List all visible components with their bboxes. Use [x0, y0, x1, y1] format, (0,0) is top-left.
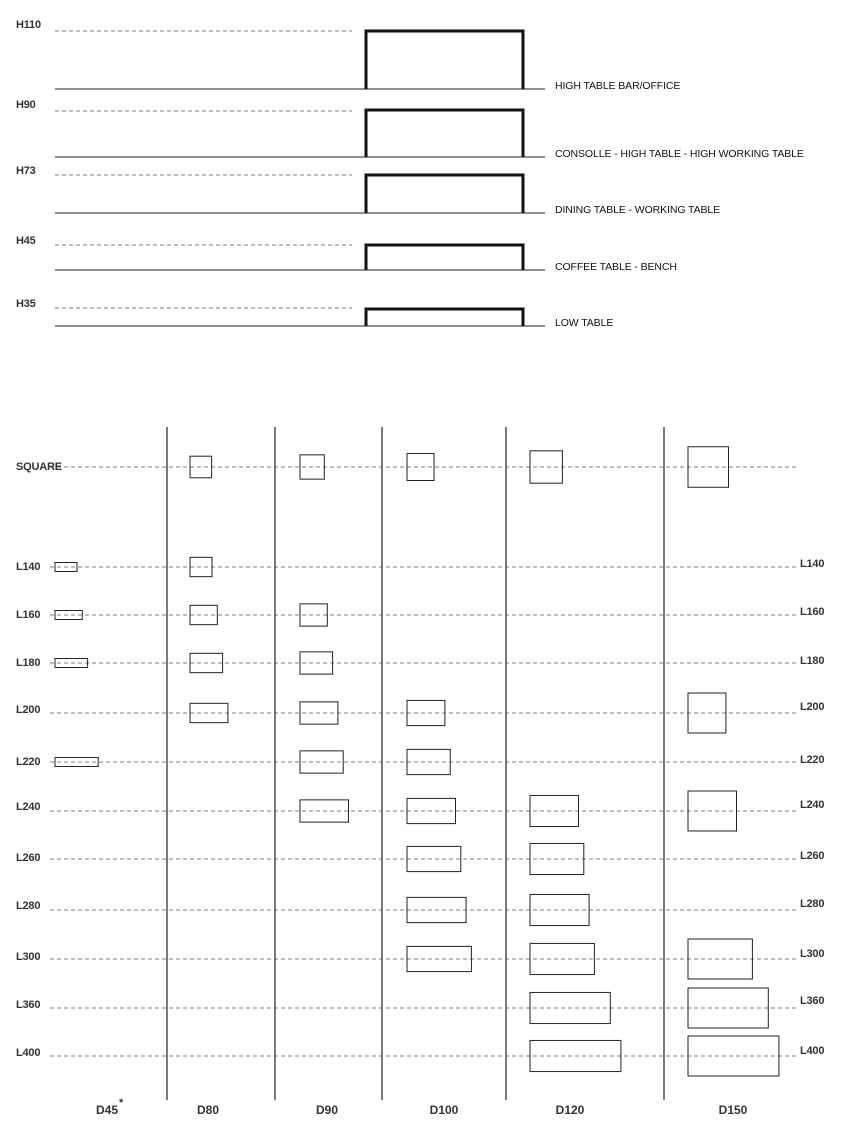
row-label: L200	[16, 704, 41, 716]
height-profiles	[16, 19, 804, 329]
height-profile	[16, 165, 720, 216]
row-label-right: L160	[800, 606, 825, 618]
table-profile	[366, 110, 523, 157]
table-profile	[366, 31, 523, 89]
row-label: L220	[16, 756, 41, 768]
row-label-right: L400	[800, 1045, 825, 1057]
height-label: H35	[16, 298, 36, 310]
height-label: H90	[16, 99, 36, 111]
table-size-rect	[688, 693, 726, 733]
row-label: L360	[16, 999, 41, 1011]
height-label: H73	[16, 165, 36, 177]
height-caption: CONSOLLE - HIGH TABLE - HIGH WORKING TABLE	[555, 148, 804, 160]
row-label-right: L360	[800, 995, 825, 1007]
height-profile	[16, 298, 613, 329]
height-caption: DINING TABLE - WORKING TABLE	[555, 204, 721, 216]
row-label-right: L200	[800, 701, 825, 713]
column-label: D90	[315, 1103, 339, 1117]
table-size-rect	[300, 751, 343, 773]
row-label-right: L280	[800, 898, 825, 910]
table-profile	[366, 245, 523, 270]
row-label: L400	[16, 1047, 41, 1059]
row-label-right: L180	[800, 655, 825, 667]
row-label: L140	[16, 561, 41, 573]
table-size-rect	[55, 758, 98, 767]
column-label: D80	[196, 1103, 220, 1117]
height-profile	[16, 99, 804, 160]
height-profile	[16, 235, 677, 273]
row-label-right: L220	[800, 754, 825, 766]
height-label: H45	[16, 235, 36, 247]
column-label: D120	[555, 1103, 585, 1117]
column-label: D45	[95, 1103, 119, 1117]
size-grid	[16, 427, 824, 1117]
height-caption: COFFEE TABLE - BENCH	[555, 261, 677, 273]
row-label-right: L240	[800, 799, 825, 811]
table-profile	[366, 309, 523, 326]
height-caption: HIGH TABLE BAR/OFFICE	[555, 80, 681, 92]
column-label: D150	[718, 1103, 748, 1117]
table-size-rect	[407, 700, 445, 725]
row-label-right: L300	[800, 948, 825, 960]
footnote-mark: *	[119, 1097, 124, 1109]
table-profile	[366, 175, 523, 213]
height-label: H110	[16, 19, 41, 31]
table-size-rect	[530, 894, 589, 925]
table-size-rect	[688, 988, 768, 1028]
row-label-right: L260	[800, 850, 825, 862]
row-label: SQUARE	[16, 461, 62, 473]
row-label: L260	[16, 852, 41, 864]
column-label: D100	[429, 1103, 459, 1117]
height-profile	[16, 19, 680, 92]
row-label: L280	[16, 900, 41, 912]
height-caption: LOW TABLE	[555, 317, 614, 329]
table-size-rect	[190, 703, 228, 722]
row-label: L180	[16, 657, 41, 669]
row-label: L160	[16, 609, 41, 621]
row-label: L240	[16, 801, 41, 813]
row-label-right: L140	[800, 558, 825, 570]
row-label: L300	[16, 951, 41, 963]
